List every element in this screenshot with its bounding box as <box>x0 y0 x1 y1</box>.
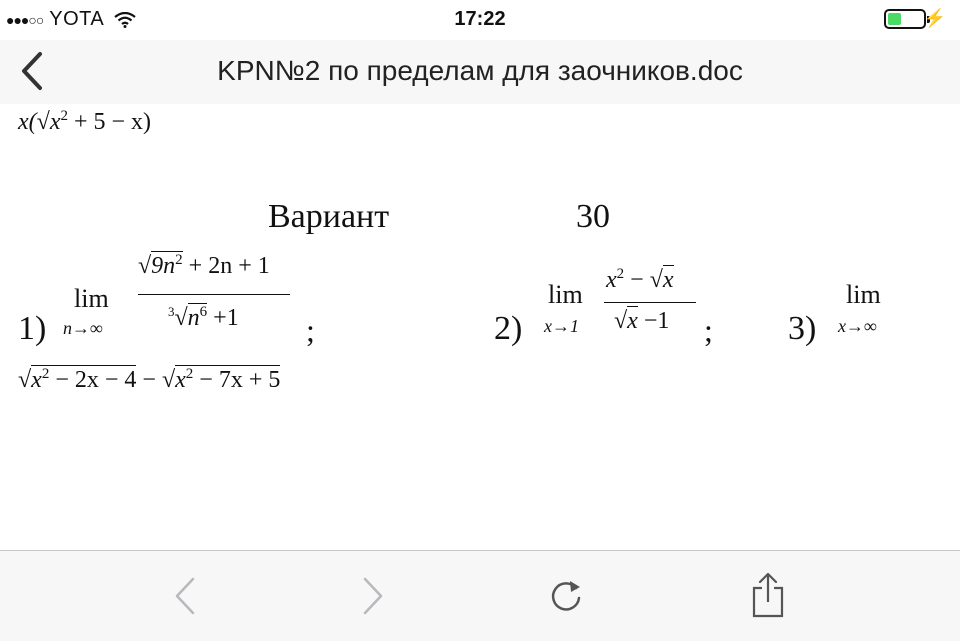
fragment-x-under: x <box>49 109 61 135</box>
problem-2-numerator <box>606 266 674 294</box>
p1-num-exponent: 2 <box>175 252 183 268</box>
problem-3-lim: lim <box>846 280 881 309</box>
problem-3-expression <box>18 366 280 394</box>
p3-radicand-1-rest: − 2x − 4 <box>55 367 137 393</box>
p3-radicand-1-exponent: 2 <box>41 366 50 382</box>
problem-1-lim: lim <box>74 284 109 313</box>
p2-num-exponent: 2 <box>616 266 625 282</box>
problem-1-number: 1) <box>18 310 47 347</box>
bottom-toolbar <box>0 550 960 641</box>
share-icon <box>748 572 788 620</box>
battery-fill <box>888 13 901 25</box>
problem-2-lim: lim <box>548 280 583 309</box>
p3-radicand-2-rest: − 7x + 5 <box>199 367 281 393</box>
p1-num-base: 9n <box>151 253 176 279</box>
document-view[interactable] <box>0 104 960 550</box>
reload-icon <box>546 576 586 616</box>
fragment-rest: + 5 − x) <box>73 109 152 135</box>
previous-expression-fragment <box>18 108 151 136</box>
problem-2-fraction-bar <box>604 302 696 303</box>
p3-radicand-2-base: x <box>175 367 186 393</box>
signal-strength-icon: ●●●○○ <box>6 11 44 28</box>
charging-icon: ⚡ <box>923 8 946 28</box>
navigation-bar <box>0 40 960 104</box>
p1-den-radical: √ <box>174 305 188 331</box>
p2-num-radicand: x <box>662 267 674 293</box>
problem-1-semicolon: ; <box>306 312 315 348</box>
p2-den-rest: −1 <box>643 308 670 334</box>
p2-num-base: x <box>606 267 617 293</box>
document-title: KPN№2 по пределам для заочников.doc <box>217 55 743 86</box>
p3-radicand-2-exponent: 2 <box>185 366 194 382</box>
p1-den-base: n <box>187 305 200 331</box>
p3-radicand-1-base: x <box>31 367 42 393</box>
fragment-radical: √ <box>36 109 50 135</box>
fragment-x: x( <box>18 109 37 135</box>
share-button[interactable] <box>743 571 793 621</box>
p1-num-radical: √ <box>138 253 152 279</box>
p2-num-radical: √ <box>649 267 663 293</box>
p1-num-rest: + 2n + 1 <box>188 253 270 279</box>
p1-den-rest: +1 <box>213 305 239 331</box>
problem-2-lim-subscript: x→1 <box>544 316 579 336</box>
status-bar <box>0 0 960 40</box>
variant-number: 30 <box>576 198 610 235</box>
p2-den-radical: √ <box>614 308 628 334</box>
problem-1-fraction-bar <box>138 294 290 295</box>
clock: 17:22 <box>454 8 506 30</box>
chevron-left-icon <box>173 576 197 616</box>
problem-1-lim-subscript: n→∞ <box>63 318 103 338</box>
p3-radical-1: √ <box>18 367 32 393</box>
p3-radical-2: √ <box>161 367 176 393</box>
p1-den-exponent: 6 <box>199 304 208 320</box>
battery-icon <box>884 9 926 29</box>
problem-1-numerator <box>138 252 270 280</box>
problem-3-lim-subscript: x→∞ <box>838 316 877 336</box>
reload-button[interactable] <box>541 571 591 621</box>
p2-den-radicand: x <box>627 308 638 334</box>
forward-nav-button[interactable] <box>348 571 398 621</box>
problem-3-number: 3) <box>788 310 817 347</box>
problem-2-number: 2) <box>494 310 523 347</box>
variant-label: Вариант <box>268 198 390 235</box>
problem-1-denominator <box>168 304 239 332</box>
back-nav-button[interactable] <box>160 571 210 621</box>
p3-minus: − <box>142 367 156 393</box>
p2-num-minus: − <box>630 267 644 293</box>
carrier-name: YOTA <box>49 8 105 30</box>
problem-2-denominator <box>614 308 669 335</box>
fragment-exponent: 2 <box>60 108 68 124</box>
chevron-right-icon <box>361 576 385 616</box>
problem-2-semicolon: ; <box>704 312 713 348</box>
p1-den-root-index: 3 <box>168 304 175 319</box>
